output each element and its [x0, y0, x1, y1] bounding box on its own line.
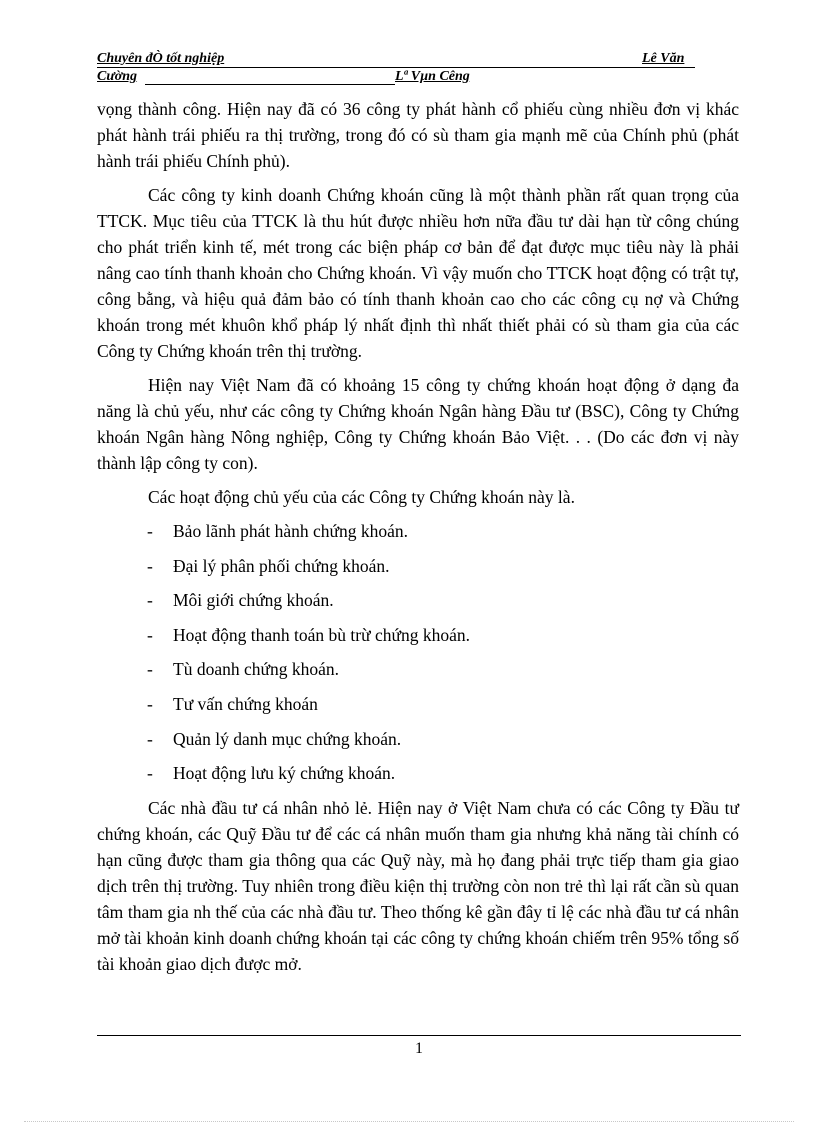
- header-author-name-cont: Cường: [97, 69, 138, 84]
- list-item: [97, 656, 739, 682]
- page-edge: [24, 1121, 794, 1122]
- list-item: [97, 622, 739, 648]
- list-item: [97, 553, 739, 579]
- header-thesis-title: Chuyên đÒ tốt nghiệp: [97, 51, 225, 66]
- list-item: [97, 518, 739, 544]
- header-line-1: [97, 50, 695, 68]
- page-header: [97, 50, 697, 85]
- list-item: [97, 691, 739, 717]
- paragraph: Các hoạt động chủ yếu của các Công ty Chứng khoán này là.: [148, 487, 575, 507]
- list-item-text: Tù doanh chứng khoán.: [173, 659, 339, 680]
- list-item-text: Môi giới chứng khoán.: [173, 590, 334, 611]
- paragraph: vọng thành công. Hiện nay đã có 36 công ty phát hành cổ phiếu cùng nhiều đơn vị khác phát hành trái phiếu ra thị trường, trong đó có sù tham gia mạnh mẽ của Chính phủ (phát hành trái phiếu Chính phủ).: [97, 99, 739, 171]
- list-item-text: Đại lý phân phối chứng khoán.: [173, 555, 390, 576]
- list-item-text: Quản lý danh mục chứng khoán.: [173, 728, 402, 749]
- header-author-name: Lê Văn: [642, 51, 685, 66]
- paragraph: Hiện nay Việt Nam đã có khoảng 15 công ty chứng khoán hoạt động ở dạng đa năng là chủ yếu, như các công ty Chứng khoán Ngân hàng Đầu tư (BSC), Công ty Chứng khoán Ngân hàng Nông nghiệp, Công ty Chứng khoán Bảo Việt. . . (Do các đơn vị này thành lập công ty con).: [97, 375, 739, 473]
- list-item-text: Hoạt động lưu ký chứng khoán.: [173, 763, 396, 784]
- header-author-garbled: Lª Vµn Cêng: [395, 69, 470, 84]
- bullet-dash: -: [147, 659, 153, 680]
- paragraph: Các công ty kinh doanh Chứng khoán cũng là một thành phần rất quan trọng của TTCK. Mục tiêu của TTCK là thu hút được nhiều hơn nữa đầu tư dài hạn từ công chúng cho phát triển kinh tế, mét trong các biện pháp cơ bản để đạt được mục tiêu này là phải nâng cao tính thanh khoản cho Chứng khoán. Vì vậy muốn cho TTCK hoạt động có trật tự, công bằng, và hiệu quả đảm bảo có tính thanh khoản cao cho các công cụ nợ và Chứng khoán trong mét khuôn khổ pháp lý nhất định thì nhất thiết phải có sù tham gia của các Công ty Chứng khoán trên thị trường.: [97, 185, 739, 361]
- activities-list: [97, 518, 739, 786]
- page-number: 1: [415, 1040, 423, 1057]
- bullet-dash: -: [147, 590, 153, 611]
- bullet-dash: -: [147, 763, 153, 784]
- footer-rule: [97, 1035, 741, 1036]
- bullet-dash: -: [147, 521, 153, 541]
- list-item: [97, 760, 739, 786]
- bullet-dash: -: [147, 728, 153, 749]
- list-item-text: Bảo lãnh phát hành chứng khoán.: [173, 521, 408, 541]
- header-rule: [145, 84, 395, 85]
- list-item: [97, 726, 739, 752]
- list-item-text: Hoạt động thanh toán bù trừ chứng khoán.: [173, 624, 470, 645]
- list-item: [97, 587, 739, 613]
- bullet-dash: -: [147, 555, 153, 576]
- header-line-2: [97, 68, 697, 85]
- bullet-dash: -: [147, 693, 153, 714]
- bullet-dash: -: [147, 624, 153, 645]
- paragraph: Các nhà đầu tư cá nhân nhỏ lẻ. Hiện nay ở Việt Nam chưa có các Công ty Đầu tư chứng khoán, các Quỹ Đầu tư để các cá nhân muốn tham gia nhưng khả năng tài chính có hạn cũng được tham gia thông qua các Quỹ này, mà họ đang phải trực tiếp tham gia giao dịch trên thị trường. Tuy nhiên trong điều kiện thị trường còn non trẻ thì lại rất cần sù quan tâm tham gia nh thế của các nhà đầu tư. Theo thống kê gần đây tỉ lệ các nhà đầu tư cá nhân mở tài khoản kinh doanh chứng khoán tại các công ty chứng khoán chiếm trên 95% tổng số tài khoản giao dịch được mở.: [97, 797, 739, 974]
- list-item-text: Tư vấn chứng khoán: [173, 693, 318, 714]
- document-body: [97, 96, 739, 985]
